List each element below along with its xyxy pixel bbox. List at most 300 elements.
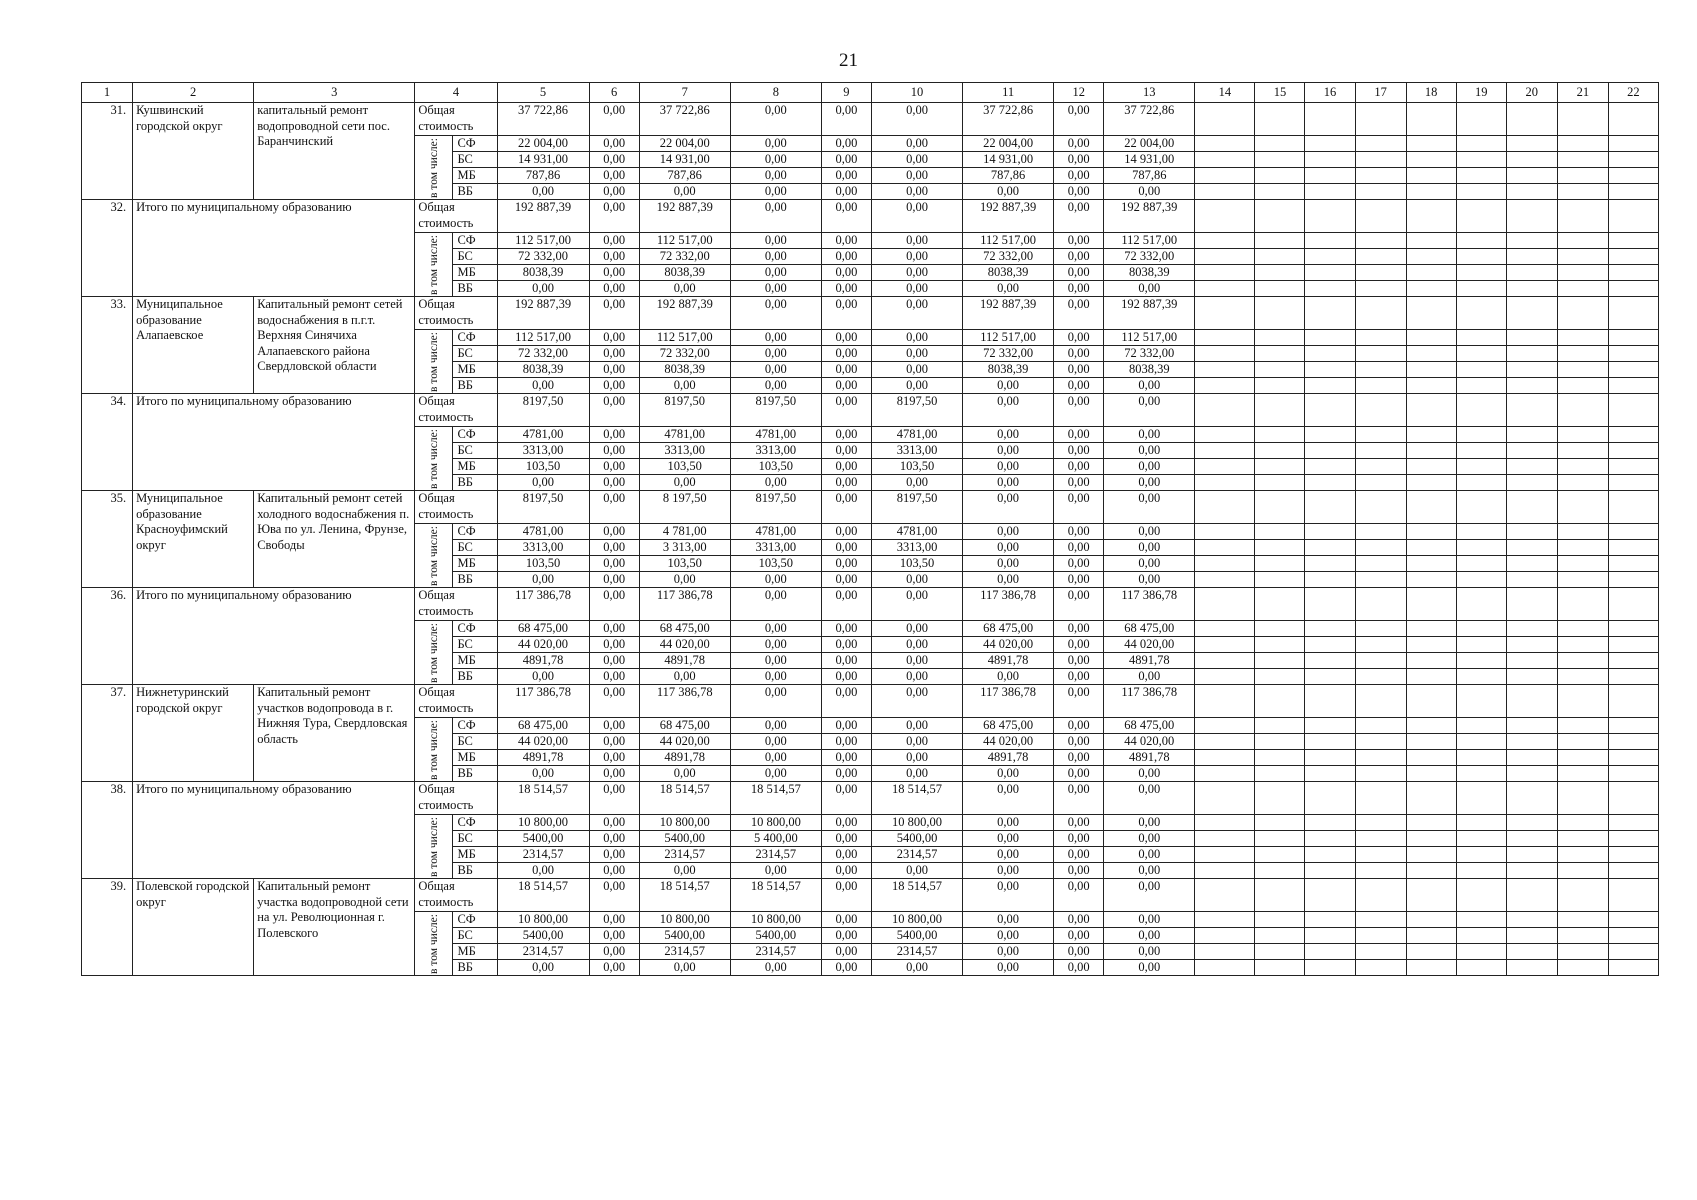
value-cell: 8038,39 bbox=[1104, 362, 1195, 378]
empty-cell bbox=[1608, 637, 1658, 653]
empty-cell bbox=[1557, 815, 1608, 831]
value-cell: 0,00 bbox=[1104, 556, 1195, 572]
value-cell: 0,00 bbox=[730, 346, 821, 362]
value-cell: 0,00 bbox=[1104, 540, 1195, 556]
including-vertical-label bbox=[415, 233, 453, 297]
total-cost-label: Общая стоимость bbox=[415, 200, 497, 233]
empty-cell bbox=[1355, 637, 1406, 653]
empty-cell bbox=[1456, 475, 1506, 491]
empty-cell bbox=[1506, 362, 1557, 378]
empty-cell bbox=[1406, 912, 1456, 928]
empty-cell bbox=[1456, 378, 1506, 394]
empty-cell bbox=[1557, 734, 1608, 750]
value-cell: 0,00 bbox=[1104, 944, 1195, 960]
value-cell: 112 517,00 bbox=[963, 233, 1054, 249]
value-cell: 0,00 bbox=[871, 637, 962, 653]
value-cell: 0,00 bbox=[871, 734, 962, 750]
value-cell: 0,00 bbox=[821, 782, 871, 815]
empty-cell bbox=[1557, 540, 1608, 556]
empty-cell bbox=[1456, 362, 1506, 378]
empty-cell bbox=[1255, 734, 1305, 750]
empty-cell bbox=[1255, 103, 1305, 136]
value-cell: 103,50 bbox=[497, 556, 589, 572]
empty-cell bbox=[1456, 330, 1506, 346]
empty-cell bbox=[1557, 459, 1608, 475]
empty-cell bbox=[1608, 685, 1658, 718]
value-cell: 0,00 bbox=[1104, 443, 1195, 459]
empty-cell bbox=[1406, 782, 1456, 815]
value-cell: 0,00 bbox=[1054, 556, 1104, 572]
value-cell: 0,00 bbox=[821, 491, 871, 524]
value-cell: 0,00 bbox=[963, 491, 1054, 524]
empty-cell bbox=[1608, 831, 1658, 847]
value-cell: 0,00 bbox=[730, 233, 821, 249]
empty-cell bbox=[1456, 588, 1506, 621]
value-cell: 0,00 bbox=[963, 459, 1054, 475]
value-cell: 0,00 bbox=[1104, 475, 1195, 491]
value-cell: 117 386,78 bbox=[1104, 588, 1195, 621]
empty-cell bbox=[1305, 362, 1355, 378]
value-cell: 14 931,00 bbox=[497, 152, 589, 168]
empty-cell bbox=[1608, 766, 1658, 782]
value-cell: 0,00 bbox=[589, 330, 639, 346]
value-cell: 0,00 bbox=[589, 394, 639, 427]
empty-cell bbox=[1355, 346, 1406, 362]
empty-cell bbox=[1608, 459, 1658, 475]
value-cell: 0,00 bbox=[639, 669, 730, 685]
empty-cell bbox=[1195, 249, 1255, 265]
empty-cell bbox=[1506, 944, 1557, 960]
empty-cell bbox=[1608, 249, 1658, 265]
empty-cell bbox=[1506, 394, 1557, 427]
empty-cell bbox=[1255, 782, 1305, 815]
value-cell: 0,00 bbox=[821, 200, 871, 233]
empty-cell bbox=[1195, 200, 1255, 233]
empty-cell bbox=[1255, 847, 1305, 863]
empty-cell bbox=[1355, 152, 1406, 168]
empty-cell bbox=[1305, 152, 1355, 168]
empty-cell bbox=[1406, 750, 1456, 766]
empty-cell bbox=[1608, 427, 1658, 443]
empty-cell bbox=[1305, 572, 1355, 588]
value-cell: 117 386,78 bbox=[497, 685, 589, 718]
empty-cell bbox=[1255, 475, 1305, 491]
value-cell: 0,00 bbox=[1054, 427, 1104, 443]
empty-cell bbox=[1195, 847, 1255, 863]
total-cost-label: Общая стоимость bbox=[415, 103, 497, 136]
empty-cell bbox=[1506, 912, 1557, 928]
empty-cell bbox=[1557, 362, 1608, 378]
empty-cell bbox=[1195, 653, 1255, 669]
value-cell: 8197,50 bbox=[730, 491, 821, 524]
value-cell: 0,00 bbox=[1054, 685, 1104, 718]
empty-cell bbox=[1557, 653, 1608, 669]
empty-cell bbox=[1355, 103, 1406, 136]
empty-cell bbox=[1406, 378, 1456, 394]
empty-cell bbox=[1456, 928, 1506, 944]
including-vertical-label bbox=[415, 330, 453, 394]
empty-cell bbox=[1355, 281, 1406, 297]
column-number-header: 19 bbox=[1456, 83, 1506, 103]
value-cell: 0,00 bbox=[1104, 912, 1195, 928]
value-cell: 0,00 bbox=[1054, 491, 1104, 524]
empty-cell bbox=[1557, 685, 1608, 718]
empty-cell bbox=[1557, 233, 1608, 249]
empty-cell bbox=[1456, 556, 1506, 572]
value-cell: 0,00 bbox=[589, 637, 639, 653]
funding-source-label: ВБ bbox=[453, 863, 497, 879]
value-cell: 8038,39 bbox=[963, 362, 1054, 378]
empty-cell bbox=[1195, 766, 1255, 782]
value-cell: 0,00 bbox=[1054, 863, 1104, 879]
empty-cell bbox=[1406, 637, 1456, 653]
value-cell: 0,00 bbox=[730, 718, 821, 734]
value-cell: 2314,57 bbox=[730, 944, 821, 960]
total-cost-label: Общая стоимость bbox=[415, 782, 497, 815]
empty-cell bbox=[1406, 540, 1456, 556]
empty-cell bbox=[1557, 491, 1608, 524]
value-cell: 0,00 bbox=[963, 394, 1054, 427]
municipality-name: Полевской городской округ bbox=[133, 879, 254, 976]
empty-cell bbox=[1608, 330, 1658, 346]
empty-cell bbox=[1456, 136, 1506, 152]
empty-cell bbox=[1305, 782, 1355, 815]
funding-source-label: БС bbox=[453, 249, 497, 265]
empty-cell bbox=[1195, 330, 1255, 346]
empty-cell bbox=[1506, 766, 1557, 782]
empty-cell bbox=[1305, 184, 1355, 200]
value-cell: 0,00 bbox=[589, 540, 639, 556]
empty-cell bbox=[1608, 362, 1658, 378]
empty-cell bbox=[1406, 960, 1456, 976]
value-cell: 0,00 bbox=[1104, 281, 1195, 297]
empty-cell bbox=[1195, 912, 1255, 928]
empty-cell bbox=[1305, 200, 1355, 233]
value-cell: 72 332,00 bbox=[497, 346, 589, 362]
value-cell: 0,00 bbox=[871, 346, 962, 362]
value-cell: 4781,00 bbox=[730, 524, 821, 540]
including-vertical-label bbox=[415, 718, 453, 782]
empty-cell bbox=[1355, 960, 1406, 976]
value-cell: 0,00 bbox=[639, 766, 730, 782]
value-cell: 0,00 bbox=[730, 637, 821, 653]
including-label-text: в том числе: bbox=[427, 234, 440, 295]
empty-cell bbox=[1456, 637, 1506, 653]
value-cell: 0,00 bbox=[1054, 152, 1104, 168]
empty-cell bbox=[1355, 782, 1406, 815]
value-cell: 0,00 bbox=[1054, 475, 1104, 491]
empty-cell bbox=[1456, 863, 1506, 879]
empty-cell bbox=[1608, 556, 1658, 572]
empty-cell bbox=[1608, 912, 1658, 928]
value-cell: 0,00 bbox=[1104, 572, 1195, 588]
value-cell: 117 386,78 bbox=[639, 685, 730, 718]
column-number-header: 1 bbox=[82, 83, 133, 103]
value-cell: 192 887,39 bbox=[497, 297, 589, 330]
value-cell: 0,00 bbox=[1054, 766, 1104, 782]
funding-source-label: БС bbox=[453, 928, 497, 944]
value-cell: 0,00 bbox=[1054, 831, 1104, 847]
value-cell: 72 332,00 bbox=[1104, 346, 1195, 362]
object-description: Капитальный ремонт сетей водоснабжения в п.г.т. Верхняя Синячиха Алапаевского района Свердловской области bbox=[254, 297, 415, 394]
empty-cell bbox=[1456, 831, 1506, 847]
including-label-text: в том числе: bbox=[427, 719, 440, 780]
value-cell: 787,86 bbox=[497, 168, 589, 184]
empty-cell bbox=[1195, 540, 1255, 556]
table-row bbox=[82, 200, 1659, 233]
value-cell: 112 517,00 bbox=[963, 330, 1054, 346]
value-cell: 18 514,57 bbox=[497, 782, 589, 815]
empty-cell bbox=[1506, 168, 1557, 184]
value-cell: 18 514,57 bbox=[730, 782, 821, 815]
column-number-header: 7 bbox=[639, 83, 730, 103]
value-cell: 103,50 bbox=[639, 459, 730, 475]
value-cell: 44 020,00 bbox=[497, 637, 589, 653]
empty-cell bbox=[1255, 297, 1305, 330]
value-cell: 0,00 bbox=[821, 459, 871, 475]
empty-cell bbox=[1406, 588, 1456, 621]
empty-cell bbox=[1305, 265, 1355, 281]
empty-cell bbox=[1608, 200, 1658, 233]
empty-cell bbox=[1355, 831, 1406, 847]
value-cell: 0,00 bbox=[1054, 669, 1104, 685]
value-cell: 44 020,00 bbox=[639, 637, 730, 653]
empty-cell bbox=[1406, 524, 1456, 540]
empty-cell bbox=[1406, 815, 1456, 831]
value-cell: 0,00 bbox=[1054, 200, 1104, 233]
value-cell: 0,00 bbox=[1054, 524, 1104, 540]
value-cell: 0,00 bbox=[589, 556, 639, 572]
empty-cell bbox=[1506, 960, 1557, 976]
value-cell: 10 800,00 bbox=[730, 912, 821, 928]
empty-cell bbox=[1305, 491, 1355, 524]
value-cell: 787,86 bbox=[1104, 168, 1195, 184]
object-description: капитальный ремонт водопроводной сети пос. Баранчинский bbox=[254, 103, 415, 200]
empty-cell bbox=[1506, 928, 1557, 944]
value-cell: 0,00 bbox=[1054, 718, 1104, 734]
value-cell: 0,00 bbox=[730, 200, 821, 233]
value-cell: 0,00 bbox=[1054, 847, 1104, 863]
column-number-header: 9 bbox=[821, 83, 871, 103]
value-cell: 0,00 bbox=[963, 281, 1054, 297]
value-cell: 0,00 bbox=[821, 427, 871, 443]
value-cell: 103,50 bbox=[871, 556, 962, 572]
value-cell: 0,00 bbox=[1054, 750, 1104, 766]
value-cell: 0,00 bbox=[963, 944, 1054, 960]
empty-cell bbox=[1406, 944, 1456, 960]
value-cell: 5400,00 bbox=[730, 928, 821, 944]
value-cell: 192 887,39 bbox=[1104, 200, 1195, 233]
value-cell: 0,00 bbox=[730, 168, 821, 184]
value-cell: 0,00 bbox=[1054, 928, 1104, 944]
value-cell: 37 722,86 bbox=[639, 103, 730, 136]
value-cell: 0,00 bbox=[589, 152, 639, 168]
empty-cell bbox=[1255, 766, 1305, 782]
value-cell: 0,00 bbox=[1054, 588, 1104, 621]
empty-cell bbox=[1255, 928, 1305, 944]
empty-cell bbox=[1506, 863, 1557, 879]
total-cost-label: Общая стоимость bbox=[415, 588, 497, 621]
including-label-text: в том числе: bbox=[427, 622, 440, 683]
empty-cell bbox=[1406, 475, 1456, 491]
value-cell: 0,00 bbox=[589, 815, 639, 831]
value-cell: 0,00 bbox=[821, 281, 871, 297]
empty-cell bbox=[1456, 815, 1506, 831]
value-cell: 0,00 bbox=[963, 669, 1054, 685]
empty-cell bbox=[1195, 346, 1255, 362]
value-cell: 0,00 bbox=[821, 572, 871, 588]
including-vertical-label bbox=[415, 815, 453, 879]
column-number-header: 20 bbox=[1506, 83, 1557, 103]
empty-cell bbox=[1355, 621, 1406, 637]
budget-table bbox=[81, 82, 1659, 976]
empty-cell bbox=[1195, 588, 1255, 621]
value-cell: 0,00 bbox=[589, 233, 639, 249]
empty-cell bbox=[1608, 491, 1658, 524]
value-cell: 0,00 bbox=[821, 265, 871, 281]
value-cell: 0,00 bbox=[730, 297, 821, 330]
column-number-header: 5 bbox=[497, 83, 589, 103]
value-cell: 0,00 bbox=[589, 491, 639, 524]
value-cell: 8197,50 bbox=[497, 491, 589, 524]
empty-cell bbox=[1456, 669, 1506, 685]
empty-cell bbox=[1255, 912, 1305, 928]
value-cell: 112 517,00 bbox=[497, 233, 589, 249]
empty-cell bbox=[1506, 249, 1557, 265]
empty-cell bbox=[1608, 152, 1658, 168]
value-cell: 0,00 bbox=[871, 863, 962, 879]
empty-cell bbox=[1195, 184, 1255, 200]
value-cell: 3313,00 bbox=[730, 540, 821, 556]
empty-cell bbox=[1305, 524, 1355, 540]
value-cell: 72 332,00 bbox=[639, 249, 730, 265]
empty-cell bbox=[1608, 475, 1658, 491]
empty-cell bbox=[1506, 136, 1557, 152]
funding-source-label: МБ bbox=[453, 459, 497, 475]
value-cell: 0,00 bbox=[821, 540, 871, 556]
value-cell: 0,00 bbox=[497, 378, 589, 394]
empty-cell bbox=[1608, 588, 1658, 621]
value-cell: 5400,00 bbox=[871, 928, 962, 944]
value-cell: 103,50 bbox=[639, 556, 730, 572]
value-cell: 4891,78 bbox=[963, 653, 1054, 669]
value-cell: 0,00 bbox=[730, 863, 821, 879]
value-cell: 0,00 bbox=[1104, 879, 1195, 912]
empty-cell bbox=[1305, 912, 1355, 928]
funding-source-label: ВБ bbox=[453, 960, 497, 976]
value-cell: 0,00 bbox=[1104, 394, 1195, 427]
funding-source-label: МБ bbox=[453, 265, 497, 281]
empty-cell bbox=[1355, 378, 1406, 394]
value-cell: 0,00 bbox=[821, 750, 871, 766]
empty-cell bbox=[1355, 669, 1406, 685]
value-cell: 0,00 bbox=[589, 588, 639, 621]
value-cell: 68 475,00 bbox=[639, 621, 730, 637]
value-cell: 0,00 bbox=[821, 297, 871, 330]
empty-cell bbox=[1305, 556, 1355, 572]
empty-cell bbox=[1195, 944, 1255, 960]
value-cell: 0,00 bbox=[730, 152, 821, 168]
empty-cell bbox=[1355, 847, 1406, 863]
empty-cell bbox=[1255, 265, 1305, 281]
value-cell: 0,00 bbox=[821, 346, 871, 362]
column-number-header: 16 bbox=[1305, 83, 1355, 103]
column-number-header: 17 bbox=[1355, 83, 1406, 103]
empty-cell bbox=[1195, 685, 1255, 718]
empty-cell bbox=[1255, 637, 1305, 653]
empty-cell bbox=[1456, 685, 1506, 718]
summary-label: Итого по муниципальному образованию bbox=[133, 200, 415, 297]
value-cell: 117 386,78 bbox=[963, 685, 1054, 718]
value-cell: 103,50 bbox=[730, 556, 821, 572]
empty-cell bbox=[1355, 588, 1406, 621]
empty-cell bbox=[1305, 847, 1355, 863]
empty-cell bbox=[1506, 475, 1557, 491]
empty-cell bbox=[1456, 249, 1506, 265]
empty-cell bbox=[1456, 540, 1506, 556]
value-cell: 0,00 bbox=[1104, 815, 1195, 831]
empty-cell bbox=[1456, 912, 1506, 928]
column-number-header: 2 bbox=[133, 83, 254, 103]
value-cell: 0,00 bbox=[730, 265, 821, 281]
value-cell: 0,00 bbox=[871, 362, 962, 378]
row-number: 38. bbox=[82, 782, 133, 879]
empty-cell bbox=[1456, 168, 1506, 184]
value-cell: 4781,00 bbox=[730, 427, 821, 443]
including-label-text: в том числе: bbox=[427, 428, 440, 489]
empty-cell bbox=[1355, 928, 1406, 944]
value-cell: 72 332,00 bbox=[639, 346, 730, 362]
value-cell: 2314,57 bbox=[497, 944, 589, 960]
empty-cell bbox=[1195, 168, 1255, 184]
funding-source-label: БС bbox=[453, 734, 497, 750]
empty-cell bbox=[1557, 718, 1608, 734]
empty-cell bbox=[1305, 249, 1355, 265]
value-cell: 37 722,86 bbox=[963, 103, 1054, 136]
value-cell: 0,00 bbox=[730, 378, 821, 394]
value-cell: 0,00 bbox=[589, 734, 639, 750]
empty-cell bbox=[1406, 685, 1456, 718]
empty-cell bbox=[1557, 524, 1608, 540]
value-cell: 68 475,00 bbox=[963, 718, 1054, 734]
value-cell: 44 020,00 bbox=[963, 637, 1054, 653]
value-cell: 0,00 bbox=[589, 782, 639, 815]
value-cell: 0,00 bbox=[730, 685, 821, 718]
empty-cell bbox=[1557, 960, 1608, 976]
value-cell: 787,86 bbox=[639, 168, 730, 184]
funding-source-label: БС bbox=[453, 346, 497, 362]
value-cell: 68 475,00 bbox=[497, 621, 589, 637]
value-cell: 192 887,39 bbox=[639, 200, 730, 233]
value-cell: 0,00 bbox=[963, 184, 1054, 200]
value-cell: 192 887,39 bbox=[639, 297, 730, 330]
value-cell: 10 800,00 bbox=[871, 912, 962, 928]
value-cell: 44 020,00 bbox=[497, 734, 589, 750]
value-cell: 0,00 bbox=[871, 475, 962, 491]
value-cell: 117 386,78 bbox=[639, 588, 730, 621]
empty-cell bbox=[1608, 944, 1658, 960]
empty-cell bbox=[1305, 281, 1355, 297]
empty-cell bbox=[1557, 184, 1608, 200]
empty-cell bbox=[1608, 136, 1658, 152]
value-cell: 0,00 bbox=[871, 265, 962, 281]
value-cell: 0,00 bbox=[871, 685, 962, 718]
empty-cell bbox=[1305, 831, 1355, 847]
value-cell: 0,00 bbox=[730, 362, 821, 378]
empty-cell bbox=[1255, 233, 1305, 249]
empty-cell bbox=[1456, 459, 1506, 475]
empty-cell bbox=[1506, 669, 1557, 685]
